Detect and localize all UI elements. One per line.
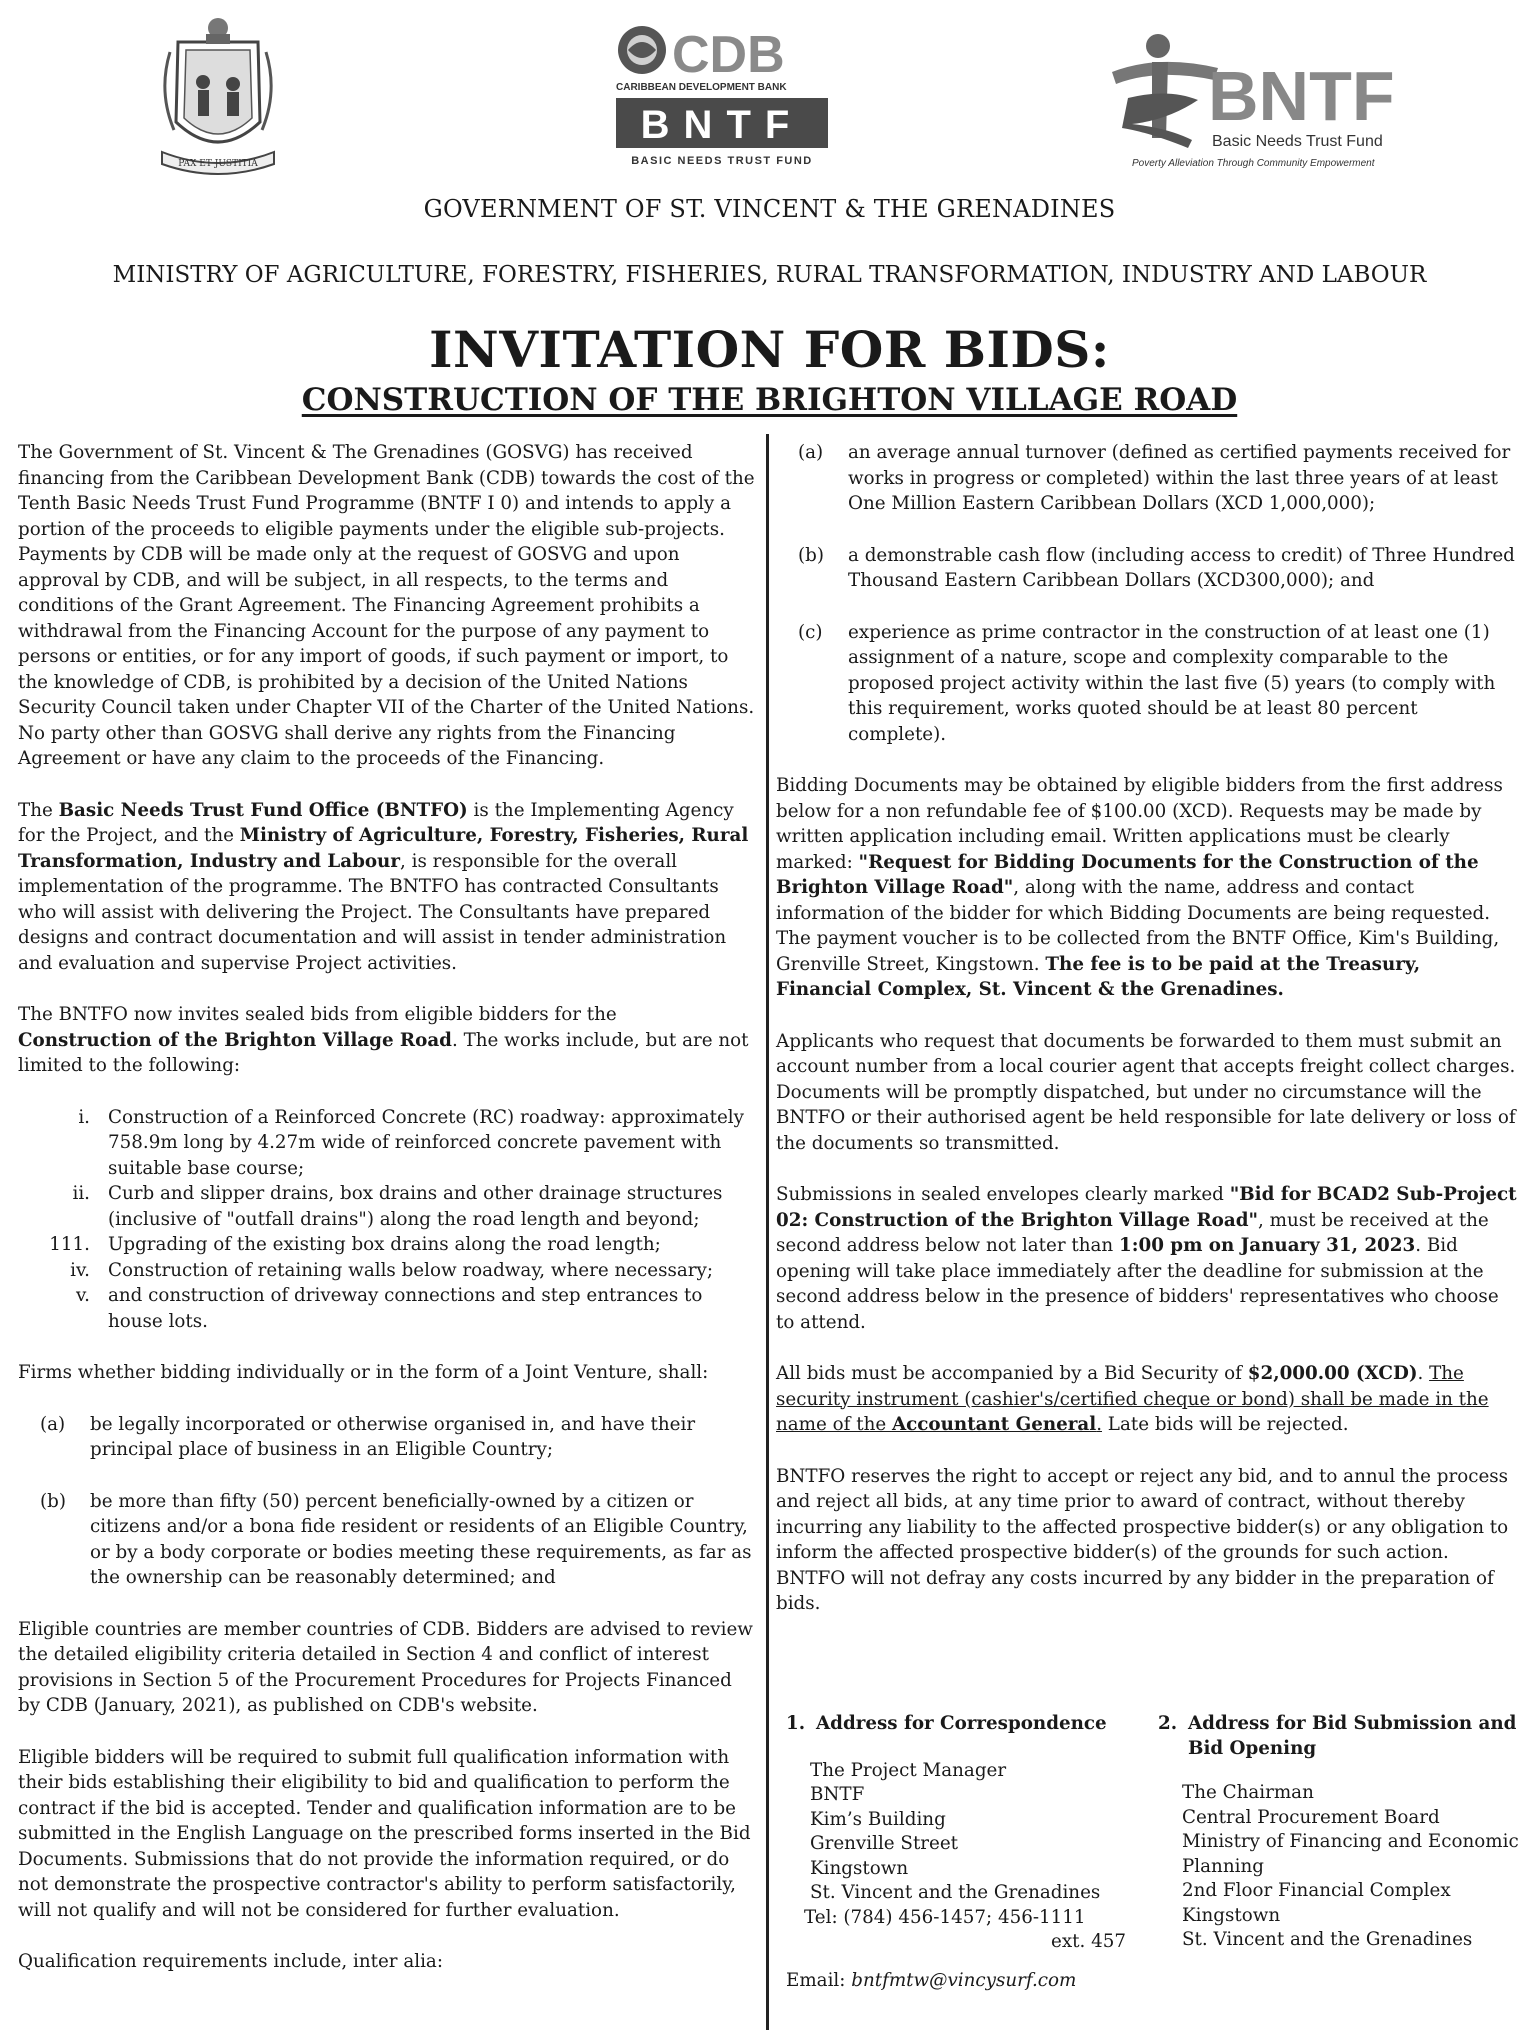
list-item: iv. Construction of retaining walls below roadway, where necessary; bbox=[70, 1259, 714, 1281]
list-item: (b) be more than fifty (50) percent beneficially-owned by a citizen or citizens and/or a bona fide resident or residents of an Eligible Country, or by a body corporate or bodies meeting these requirements, as far as the ownership can be reasonably determined; and bbox=[40, 1490, 752, 1588]
left-column bbox=[18, 440, 756, 2001]
submission-paragraph: Submissions in sealed envelopes clearly marked "Bid for BCAD2 Sub-Project 02: Construction of the Brighton Village Road", must be received at the second address below not later than 1:00 pm on January 31, 2023. Bid opening will take place immediately after the deadline for submission at the second address below in the presence of bidders' representatives who choose to attend. bbox=[776, 1184, 1517, 1333]
list-item: (a) an average annual turnover (defined as certified payments received for works in progress or completed) within the last three years of at least One Million Eastern Caribbean Dollars (XCD 1,000,000); bbox=[798, 442, 1511, 514]
bntf-subtitle: Basic Needs Trust Fund bbox=[1212, 133, 1383, 150]
bntf-tagline: Poverty Alleviation Through Community Empowerment bbox=[1132, 158, 1375, 169]
column-divider bbox=[766, 434, 769, 2030]
list-item: (a) be legally incorporated or otherwise organised in, and have their principal place of business in an Eligible Country; bbox=[40, 1413, 696, 1460]
cdb-bntf-subtitle: BASIC NEEDS TRUST FUND bbox=[631, 155, 813, 167]
right-column bbox=[776, 440, 1518, 1643]
ministry-heading: MINISTRY OF AGRICULTURE, FORESTRY, FISHERIES, RURAL TRANSFORMATION, INDUSTRY AND LABOUR bbox=[112, 262, 1427, 288]
address-line: Kingstown bbox=[1182, 1904, 1281, 1926]
eligible-countries-paragraph: Eligible countries are member countries of CDB. Bidders are advised to review the detailed eligibility criteria detailed in Section 4 and conflict of interest provisions in Section 5 of the Procurement Procedures for Projects Financed by CDB (January, 2021), as published on CDB's website. bbox=[18, 1618, 753, 1716]
bid-security-paragraph: All bids must be accompanied by a Bid Security of $2,000.00 (XCD). The security instrument (cashier's/certified cheque or bond) shall be made in the name of the Accountant General. Late bids will be rejected. bbox=[776, 1363, 1489, 1435]
crest-motto: PAX ET JUSTITIA bbox=[178, 159, 258, 169]
agency-paragraph: The Basic Needs Trust Fund Office (BNTFO) is the Implementing Agency for the Project, and the Ministry of Agriculture, Forestry, Fisheries, Rural Transformation, Industry and Labour, is responsible for the overall implementation of the programme. The BNTFO has contracted Consultants who will assist with delivering the Project. The Consultants have prepared designs and contract documentation and will assist in tender administration and evaluation and supervise Project activities. bbox=[18, 799, 749, 974]
qualification-info-paragraph: Eligible bidders will be required to submit full qualification information with their bids establishing their eligibility to bid and qualification to perform the contract if the bid is accepted. Tender and qualification information are to be submitted in the English Language on the prescribed forms inserted in the Bid Documents. Submissions that do not provide the information required, or do not demonstrate the prospective contractor's ability to perform satisfactorily, will not qualify and will not be considered for further evaluation. bbox=[18, 1746, 751, 1921]
list-item: (c) experience as prime contractor in the construction of at least one (1) assignment of a nature, scope and complexity comparable to the proposed project activity within the last five (5) years (to comply with this requirement, works quoted should be at least 80 percent complete). bbox=[798, 621, 1496, 745]
courier-paragraph: Applicants who request that documents be forwarded to them must submit an account number from a local courier agent that accepts freight collect charges. Documents will be promptly dispatched, but under no circumstance will the BNTFO or their authorised agent be held responsible for late delivery or loss of the documents so transmitted. bbox=[776, 1030, 1516, 1154]
list-item: i. Construction of a Reinforced Concrete (RC) roadway: approximately 758.9m long by 4.27m wide of reinforced concrete pavement with suitable base course; bbox=[78, 1106, 744, 1179]
phone-extension: ext. 457 bbox=[1051, 1931, 1126, 1952]
correspondence-address: 1. Address for Correspondence The Project Manager BNTF Kim’s Building Grenville Street Kingstown St. Vincent and the Grenadines Tel: (784) 456-1457; 456-1111 ext. 457 bbox=[786, 1712, 1146, 1955]
financing-paragraph: The Government of St. Vincent & The Grenadines (GOSVG) has received financing from the Caribbean Development Bank (CDB) towards the cost of the Tenth Basic Needs Trust Fund Programme (BNTF I 0) and intends to apply a portion of the proceeds to eligible payments under the eligible sub-projects. Payments by CDB will be made only at the request of GOSVG and upon approval by CDB, and will be subject, in all respects, to the terms and conditions of the Grant Agreement. The Financing Agreement prohibits a withdrawal from the Financing Account for the purpose of any payment to persons or entities, or for any import of goods, if such payment or import, to the knowledge of CDB, is prohibited by a decision of the United Nations Security Council taken under Chapter VII of the Charter of the United Nations. No party other than GOSVG shall derive any rights from the Financing Agreement or have any claim to the proceeds of the Financing. bbox=[18, 442, 755, 769]
cdb-subtitle: CARIBBEAN DEVELOPMENT BANK bbox=[616, 82, 787, 93]
qualification-intro: Qualification requirements include, inter alia: bbox=[18, 1951, 443, 1972]
list-item: 111. Upgrading of the existing box drains along the road length; bbox=[49, 1234, 661, 1255]
address-line: St. Vincent and the Grenadines bbox=[810, 1882, 1101, 1903]
list-item: ii. Curb and slipper drains, box drains and other drainage structures (inclusive of "outfall drains") along the road length and beyond; bbox=[72, 1183, 723, 1230]
bidding-documents-paragraph: Bidding Documents may be obtained by eligible bidders from the first address below for a non refundable fee of $100.00 (XCD). Requests may be made by written application including email. Written applications must be clearly marked: "Request for Bidding Documents for the Construction of the Brighton Village Road", along with the name, address and contact information of the bidder for which Bidding Documents are being requested. The payment voucher is to be collected from the BNTF Office, Kim's Building, Grenville Street, Kingstown. The fee is to be paid at the Treasury, Financial Complex, St. Vincent & the Grenadines. bbox=[776, 775, 1503, 1000]
bntf-name: BNTF bbox=[1208, 57, 1395, 135]
list-item: v. and construction of driveway connections and step entrances to house lots. bbox=[76, 1285, 703, 1332]
invitation-paragraph: The BNTFO now invites sealed bids from eligible bidders for the Construction of the Brighton Village Road. The works include, but are not limited to the following: bbox=[18, 1004, 749, 1076]
email-link[interactable]: bntfmtw@vincysurf.com bbox=[851, 1970, 1077, 1991]
bntf-logo bbox=[1108, 28, 1424, 170]
coat-of-arms-logo bbox=[148, 12, 288, 182]
cdb-name: CDB bbox=[672, 26, 785, 84]
address-line: Kim’s Building bbox=[810, 1808, 946, 1830]
cdb-bntf-logo bbox=[614, 22, 836, 170]
works-list bbox=[18, 1105, 756, 1335]
qualifications-list bbox=[776, 440, 1518, 747]
address-line: Planning bbox=[1182, 1855, 1264, 1877]
firms-intro: Firms whether bidding individually or in the form of a Joint Venture, shall: bbox=[18, 1362, 709, 1383]
address-line: BNTF bbox=[810, 1784, 865, 1805]
cdb-bntf-mark: BNTF bbox=[640, 103, 804, 147]
firms-list bbox=[18, 1412, 756, 1591]
address-line: Central Procurement Board bbox=[1182, 1806, 1440, 1828]
address-line: Kingstown bbox=[810, 1857, 909, 1879]
correspondence-address-title: Address for Correspondence bbox=[816, 1713, 1107, 1734]
bid-submission-address: 2. Address for Bid Submission and Bid Opening The Chairman Central Procurement Board Ministry of Financing and Economic Planning 2nd Floor Financial Complex Kingstown St. Vincent and the Grenadines bbox=[1158, 1712, 1518, 1953]
address-line: The Project Manager bbox=[810, 1759, 1007, 1781]
list-item: (b) a demonstrable cash flow (including access to credit) of Three Hundred Thousand Eastern Caribbean Dollars (XCD300,000); and bbox=[798, 544, 1515, 591]
address-line: Ministry of Financing and Economic bbox=[1182, 1831, 1519, 1852]
email-line: Email: bntfmtw@vincysurf.com bbox=[786, 1970, 1077, 1991]
address-line: 2nd Floor Financial Complex bbox=[1182, 1880, 1451, 1901]
bid-submission-address-title: Address for Bid Submission and Bid Opening bbox=[1188, 1713, 1517, 1759]
address-line: St. Vincent and the Grenadines bbox=[1182, 1929, 1473, 1950]
reservation-paragraph: BNTFO reserves the right to accept or reject any bid, and to annul the process and reject all bids, at any time prior to award of contract, without thereby incurring any liability to the affected prospective bidder(s) or any obligation to inform the affected prospective bidder(s) of the grounds for such action. BNTFO will not defray any costs incurred by any bidder in the preparation of bids. bbox=[776, 1465, 1509, 1614]
phone-line: Tel: (784) 456-1457; 456-1111 bbox=[804, 1906, 1086, 1928]
address-line: The Chairman bbox=[1182, 1782, 1314, 1803]
page-subtitle: CONSTRUCTION OF THE BRIGHTON VILLAGE ROAD bbox=[301, 382, 1238, 418]
address-line: Grenville Street bbox=[810, 1833, 959, 1854]
government-heading: GOVERNMENT OF ST. VINCENT & THE GRENADINES bbox=[423, 195, 1116, 223]
page-title: INVITATION FOR BIDS: bbox=[429, 320, 1110, 379]
